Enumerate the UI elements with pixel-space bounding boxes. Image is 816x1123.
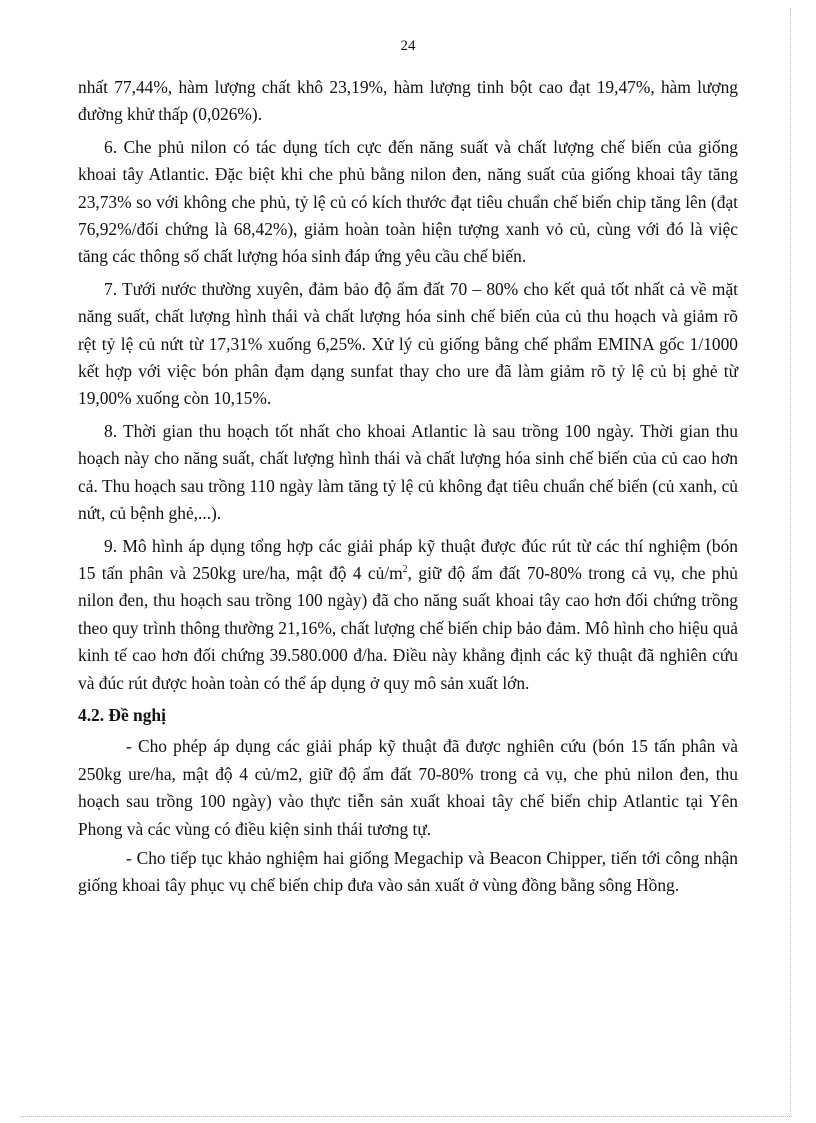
paragraph-9-text-b: , giữ độ ẩm đất 70-80% trong cả vụ, che phủ nilon đen, thu hoạch sau trồng 100 ngày) đã cho năng suất khoai tây cao hơn đối chứng trồng theo quy trình thông thường 21,16%, chất lượng chế biến chip bảo đảm. Mô hình cho hiệu quả kinh tế cao hơn đối chứng 39.580.000 đ/ha. Điều này khẳng định các kỹ thuật đã nghiên cứu và đúc rút được hoàn toàn có thể áp dụng ở quy mô sản xuất lớn. [78, 562, 738, 693]
recommendation-1: - Cho phép áp dụng các giải pháp kỹ thuật đã được nghiên cứu (bón 15 tấn phân và 250kg ure/ha, mật độ 4 củ/m2, giữ độ ẩm đất 70-80% trong cả vụ, che phủ nilon đen, thu hoạch sau trồng 100 ngày) vào thực tiễn sản xuất khoai tây chế biến chip Atlantic tại Yên Phong và các vùng có điều kiện sinh thái tương tự. [78, 736, 738, 839]
page-number: 24 [400, 38, 416, 54]
recommendation-2: - Cho tiếp tục khảo nghiệm hai giống Megachip và Beacon Chipper, tiến tới công nhận giống khoai tây phục vụ chế biến chip đưa vào sản xuất ở vùng đồng bằng sông Hồng. [78, 847, 738, 896]
page-border-bottom [20, 1116, 792, 1117]
paragraph-9-text-a: 9. Mô hình áp dụng tổng hợp các giải pháp kỹ thuật được đúc rút từ các thí nghiệm (bón 15 tấn phân và 250kg ure/ha, mật độ 4 củ/m [78, 535, 738, 583]
paragraph-9 [78, 533, 738, 697]
section-heading: 4.2. Đề nghị [78, 704, 166, 725]
paragraph-6: 6. Che phủ nilon có tác dụng tích cực đến năng suất và chất lượng chế biến của giống khoai tây Atlantic. Đặc biệt khi che phủ bằng nilon đen, năng suất của giống khoai tây tăng 23,73% so với không che phủ, tỷ lệ củ có kích thước đạt tiêu chuẩn chế biến chip tăng lên (đạt 76,92%/đối chứng là 68,42%), giảm hoàn toàn hiện tượng xanh vỏ củ, cùng với đó là việc tăng các thông số chất lượng hóa sinh đáp ứng yêu cầu chế biến. [78, 136, 738, 267]
superscript-2: 2 [402, 564, 408, 576]
page-border-right [790, 8, 791, 1116]
document-body [78, 74, 738, 902]
paragraph-8: 8. Thời gian thu hoạch tốt nhất cho khoai Atlantic là sau trồng 100 ngày. Thời gian thu hoạch này cho năng suất, chất lượng hình thái và chất lượng hóa sinh chế biến của củ cao hơn cả. Thu hoạch sau trồng 110 ngày làm tăng tỷ lệ củ không đạt tiêu chuẩn chế biến (củ xanh, củ nứt, củ bệnh ghẻ,...). [78, 420, 738, 524]
paragraph-continuation: nhất 77,44%, hàm lượng chất khô 23,19%, hàm lượng tinh bột cao đạt 19,47%, hàm lượng đường khử thấp (0,026%). [78, 77, 738, 125]
paragraph-7: 7. Tưới nước thường xuyên, đảm bảo độ ẩm đất 70 – 80% cho kết quả tốt nhất cả về mặt năng suất, chất lượng hình thái và chất lượng hóa sinh chế biến của củ thu hoạch và giảm rõ rệt tỷ lệ củ nứt từ 17,31% xuống 6,25%. Xử lý củ giống bằng chế phẩm EMINA gốc 1/1000 kết hợp với việc bón phân đạm dạng sunfat thay cho ure đã làm giảm rõ tỷ lệ củ bị ghẻ từ 19,00% xuống còn 10,15%. [78, 278, 738, 409]
